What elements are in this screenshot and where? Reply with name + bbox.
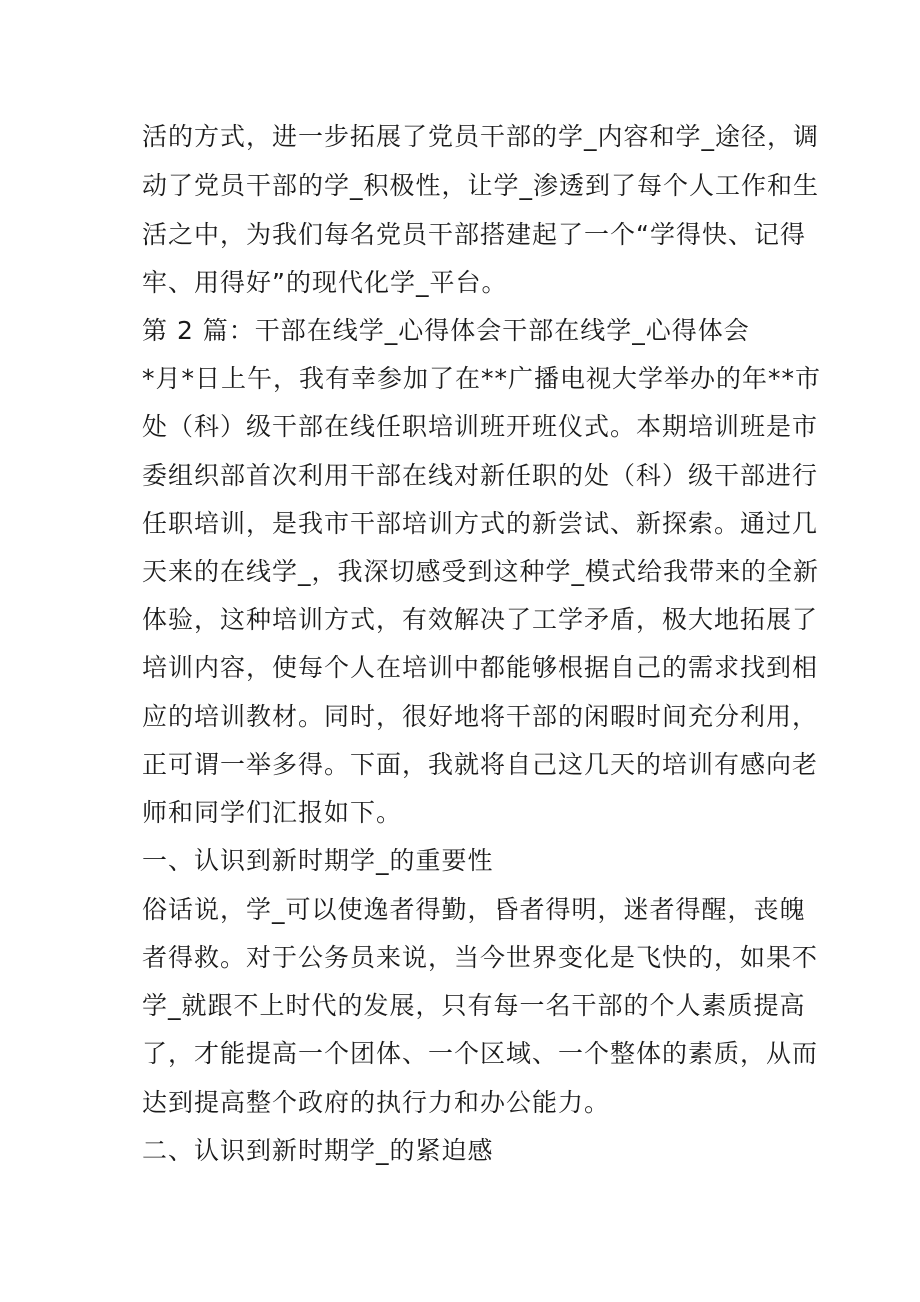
paragraph-line: 处（科）级干部在线任职培训班开班仪式。本期培训班是市 — [142, 412, 819, 441]
paragraph-line: 应的培训教材。同时，很好地将干部的闲暇时间充分利用， — [142, 702, 819, 731]
paragraph-line: 天来的在线学_，我深切感受到这种学_模式给我带来的全新 — [142, 557, 820, 586]
paragraph-line: 者得救。对于公务员来说，当今世界变化是飞快的，如果不 — [142, 943, 819, 972]
section-title: 第 2 篇：干部在线学_心得体会干部在线学_心得体会 — [142, 316, 750, 345]
paragraph-line: 活之中，为我们每名党员干部搭建起了一个“学得快、记得 — [142, 220, 806, 249]
paragraph-line: 正可谓一举多得。下面，我就将自己这几天的培训有感向老 — [142, 750, 819, 779]
paragraph-line: 任职培训，是我市干部培训方式的新尝试、新探索。通过几 — [142, 509, 819, 538]
paragraph-line: 牢、用得好”的现代化学_平台。 — [142, 268, 508, 297]
paragraph-line: 了，才能提高一个团体、一个区域、一个整体的素质，从而 — [142, 1039, 819, 1068]
paragraph-line: 师和同学们汇报如下。 — [142, 798, 403, 827]
paragraph-line: 俗话说，学_可以使逸者得勤，昏者得明，迷者得醒，丧魄 — [142, 895, 806, 924]
paragraph-line: 达到提高整个政府的执行力和办公能力。 — [142, 1088, 611, 1117]
paragraph-line: 培训内容，使每个人在培训中都能够根据自己的需求找到相 — [142, 653, 819, 682]
section-heading: 一、认识到新时期学_的重要性 — [142, 846, 494, 875]
paragraph-line: 动了党员干部的学_积极性，让学_渗透到了每个人工作和生 — [142, 171, 820, 200]
paragraph-line: 委组织部首次利用干部在线对新任职的处（科）级干部进行 — [142, 461, 819, 490]
paragraph-line: 活的方式，进一步拓展了党员干部的学_内容和学_途径，调 — [142, 122, 820, 151]
paragraph-line: *月*日上午，我有幸参加了在**广播电视大学举办的年**市 — [142, 364, 822, 393]
paragraph-line: 学_就跟不上时代的发展，只有每一名干部的个人素质提高 — [142, 991, 806, 1020]
section-heading: 二、认识到新时期学_的紧迫感 — [142, 1136, 494, 1165]
paragraph-line: 体验，这种培训方式，有效解决了工学矛盾，极大地拓展了 — [142, 605, 819, 634]
